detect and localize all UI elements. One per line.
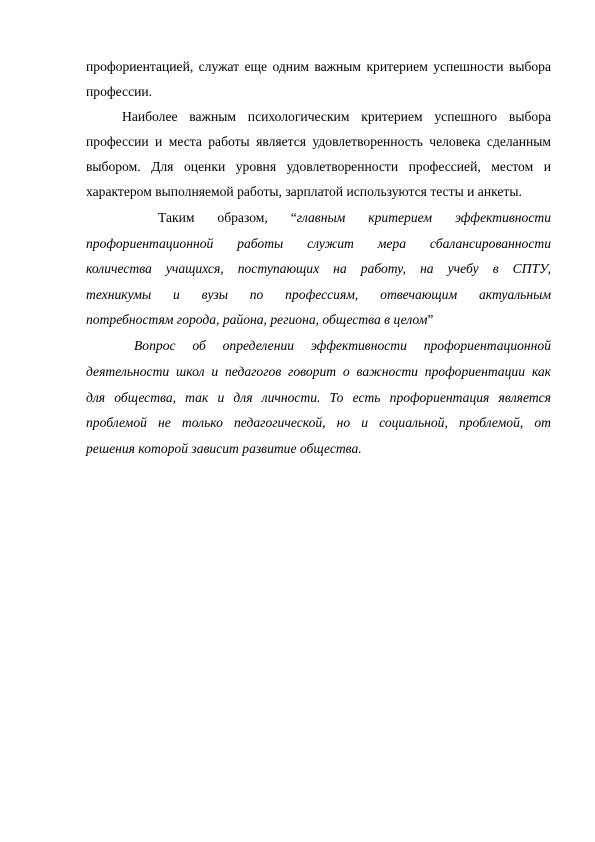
paragraph-2-line-3: выбором. Для оценки уровня удовлетворенности профессией, местом и	[86, 159, 551, 174]
quote-line-4: техникумы и вузы по профессиям, отвечающим актуальным	[86, 287, 551, 302]
quote-line-5	[86, 312, 551, 328]
paragraph-4-line-2: деятельности школ и педагогов говорит о важности профориентации как	[86, 364, 551, 379]
paragraph-4-line-3: для общества, так и для личности. То есть профориентация является	[86, 390, 551, 405]
quote-line-1-text: главным критерием эффективности	[296, 210, 551, 225]
paragraph-2-line-4: характером выполняемой работы, зарплатой используются тесты и анкеты.	[86, 184, 522, 199]
paragraph-3-intro: Таким образом,	[158, 210, 268, 225]
paragraph-3-line-1	[158, 210, 551, 226]
quote-text-line-1	[291, 210, 551, 225]
quote-line-5-text: потребностям города, района, региона, общества в целом	[86, 312, 428, 327]
opening-quote: “	[290, 210, 297, 225]
paragraph-4-line-1: Вопрос об определении эффективности профориентационной	[134, 338, 551, 353]
quote-line-3: количества учащихся, поступающих на работу, на учебу в СПТУ,	[86, 261, 551, 276]
paragraph-2-line-2: профессии и места работы является удовлетворенность человека сделанным	[86, 134, 551, 149]
paragraph-4-line-4: проблемой не только педагогической, но и социальной, проблемой, от	[86, 415, 551, 430]
quote-line-2: профориентационной работы служит мера сбалансированности	[86, 236, 551, 251]
paragraph-2-line-1: Наиболее важным психологическим критерием успешного выбора	[122, 109, 551, 124]
paragraph-1-line-1: профориентацией, служат еще одним важным критерием успешности выбора	[86, 59, 551, 74]
paragraph-4-line-5: решения которой зависит развитие общества.	[86, 441, 362, 456]
closing-quote: ”	[427, 312, 434, 327]
paragraph-1-line-2: профессии.	[86, 84, 153, 99]
